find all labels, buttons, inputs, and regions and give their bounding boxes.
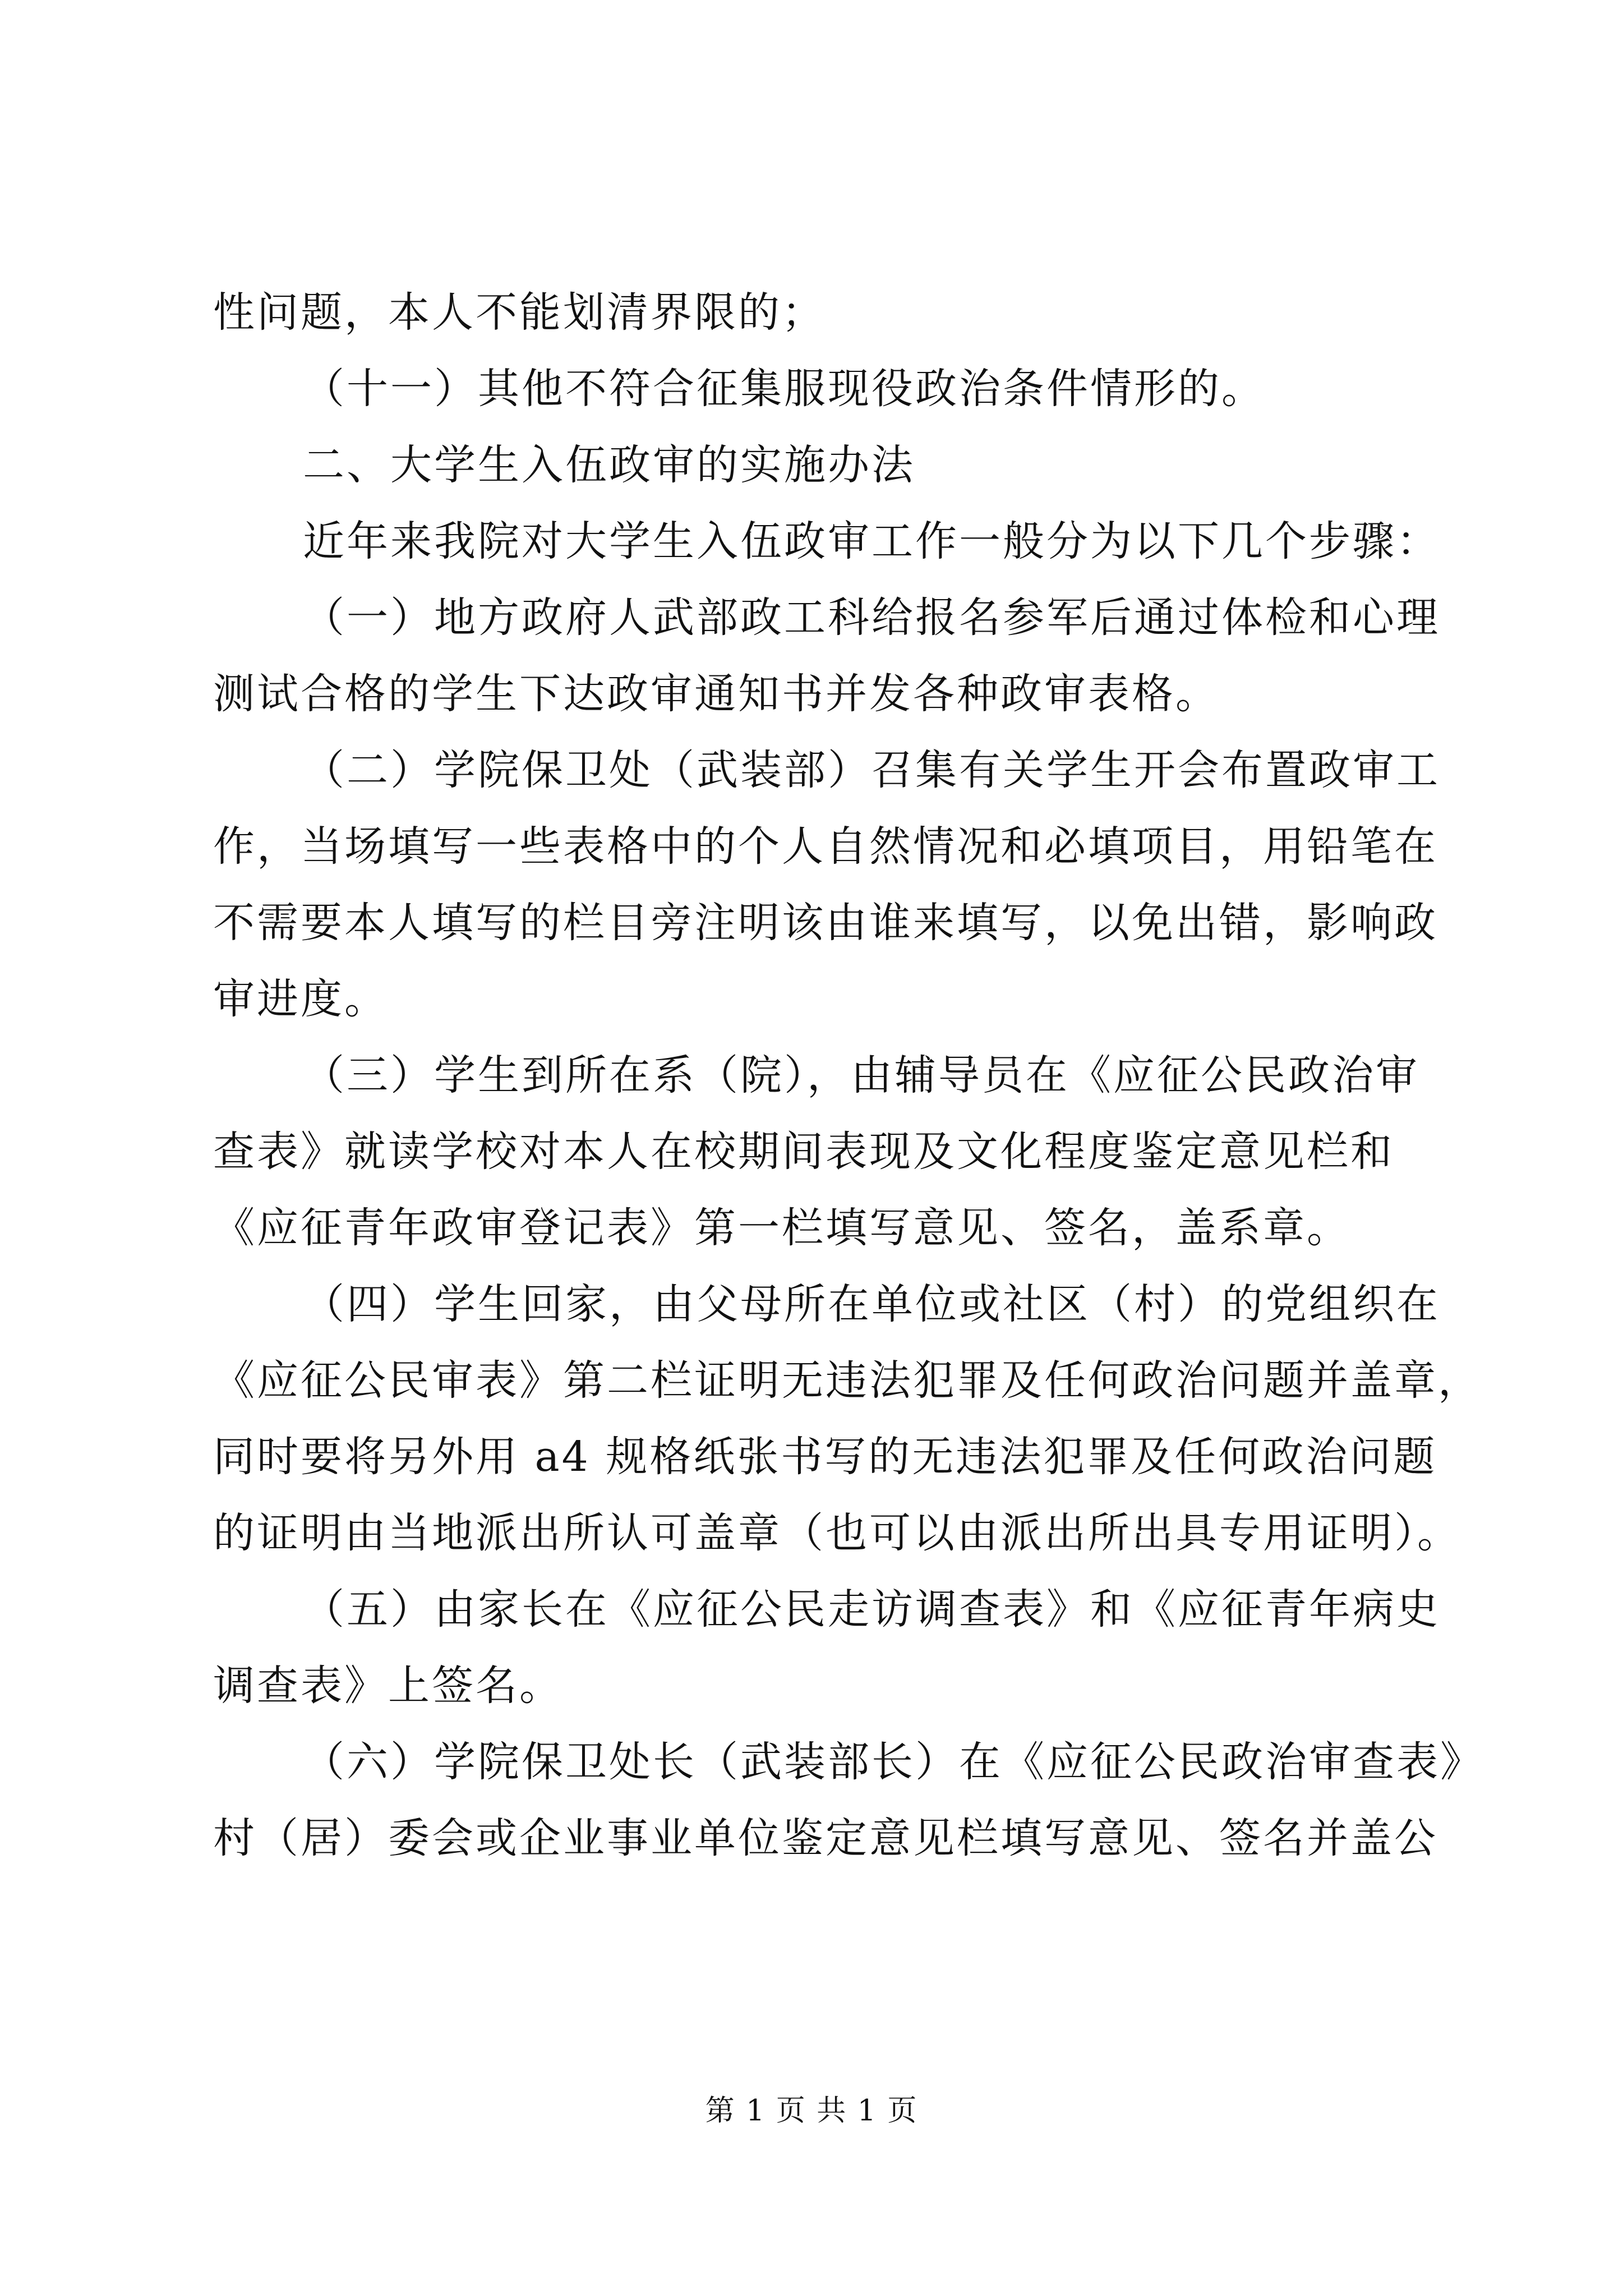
text-line: 测试合格的学生下达政审通知书并发各种政审表格。 (213, 670, 1219, 718)
page-footer: 第 1 页 共 1 页 (705, 2094, 918, 2128)
text-line: 近年来我院对大学生入伍政审工作一般分为以下几个步骤： (303, 517, 1440, 565)
text-line: 审进度。 (213, 975, 388, 1023)
text-line: （三）学生到所在系（院），由辅导员在《应征公民政治审 (303, 1051, 1419, 1099)
text-line: 《应征公民审表》第二栏证明无违法犯罪及任何政治问题并盖章， (213, 1356, 1482, 1405)
text-line: （五）由家长在《应征公民走访调查表》和《应征青年病史 (303, 1585, 1440, 1634)
text-line: 的证明由当地派出所认可盖章（也可以由派出所出具专用证明）。 (213, 1509, 1461, 1557)
text-line: 同时要将另外用 a4 规格纸张书写的无违法犯罪及任何政治问题 (213, 1433, 1437, 1481)
text-line: （一）地方政府人武部政工科给报名参军后通过体检和心理 (303, 593, 1440, 642)
text-line: （十一）其他不符合征集服现役政治条件情形的。 (303, 365, 1265, 413)
text-line: （四）学生回家，由父母所在单位或社区（村）的党组织在 (303, 1280, 1440, 1328)
text-line: （二）学院保卫处（武装部）召集有关学生开会布置政审工 (303, 746, 1440, 794)
text-line: 不需要本人填写的栏目旁注明该由谁来填写，以免出错，影响政 (213, 899, 1438, 947)
section-heading: 二、大学生入伍政审的实施办法 (303, 441, 915, 489)
text-line: 查表》就读学校对本人在校期间表现及文化程度鉴定意见栏和 (213, 1128, 1394, 1176)
text-line: 村（居）委会或企业事业单位鉴定意见栏填写意见、签名并盖公 (213, 1814, 1438, 1862)
text-line: 《应征青年政审登记表》第一栏填写意见、签名，盖系章。 (213, 1204, 1350, 1252)
text-line: 调查表》上签名。 (213, 1662, 563, 1710)
text-line: （六）学院保卫处长（武装部长）在《应征公民政治审查表》 (303, 1738, 1484, 1786)
text-line: 性问题，本人不能划清界限的； (213, 288, 826, 337)
text-line: 作，当场填写一些表格中的个人自然情况和必填项目，用铅笔在 (213, 822, 1438, 871)
